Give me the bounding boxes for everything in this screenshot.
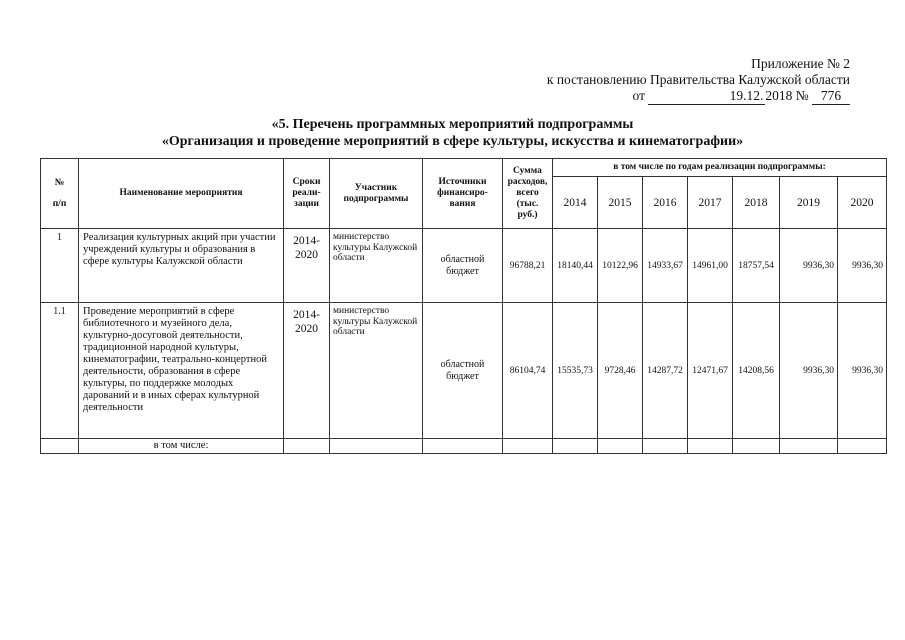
empty-cell [284, 439, 330, 454]
title-line-1: «5. Перечень программных мероприятий подпрограммы [271, 117, 634, 132]
header-period: Сроки реали- зации [284, 159, 330, 229]
title-line-2: «Организация и проведение мероприятий в сфере культуры, искусства и кинематографии» [161, 134, 744, 149]
table-row-including [41, 439, 887, 454]
row-name: Проведение мероприятий в сфере библиотечного и музейного дела, культурно-досуговой деятельности, традиционной народной культуры, кинематографии, театрально-концертной деятельности, образования в сфере культуры, по поддержке молодых дарований и в иных сферах культурной деятельности [79, 303, 284, 439]
row-participant: министерство культуры Калужской области [330, 303, 423, 439]
row-value: 18140,44 [553, 229, 598, 303]
year-header: 2020 [838, 177, 887, 229]
row-value: 9728,46 [598, 303, 643, 439]
decree-year: 2018 [765, 88, 793, 103]
empty-cell [838, 439, 887, 454]
empty-cell [503, 439, 553, 454]
year-header: 2014 [553, 177, 598, 229]
number-sign: № [795, 88, 809, 103]
empty-cell [423, 439, 503, 454]
row-value: 14208,56 [733, 303, 780, 439]
row-total: 96788,21 [503, 229, 553, 303]
row-value: 9936,30 [780, 303, 838, 439]
appendix-decree: к постановлению Правительства Калужской области [546, 72, 850, 87]
header-name: Наименование мероприятия [79, 159, 284, 229]
header-participant: Участник подпрограммы [330, 159, 423, 229]
row-num: 1 [41, 229, 79, 303]
row-value: 10122,96 [598, 229, 643, 303]
appendix-title: Приложение № 2 [751, 56, 850, 71]
row-num: 1.1 [41, 303, 79, 439]
row-name: Реализация культурных акций при участии учреждений культуры и образования в сфере культуры Калужской области [79, 229, 284, 303]
header-num: № п/п [41, 159, 79, 229]
year-header: 2016 [643, 177, 688, 229]
row-value: 14287,72 [643, 303, 688, 439]
appendix-header [547, 56, 850, 105]
empty-cell [553, 439, 598, 454]
year-header: 2019 [780, 177, 838, 229]
empty-cell [598, 439, 643, 454]
row-value: 15535,73 [553, 303, 598, 439]
row-total: 86104,74 [503, 303, 553, 439]
row-value: 9936,30 [838, 303, 887, 439]
empty-cell [688, 439, 733, 454]
empty-cell [733, 439, 780, 454]
header-source: Источники финансиро- вания [423, 159, 503, 229]
including-label: в том числе: [79, 439, 284, 454]
row-value: 14961,00 [688, 229, 733, 303]
header-by-years: в том числе по годам реализации подпрограммы: [553, 159, 887, 177]
row-source: областной бюджет [423, 303, 503, 439]
row-source: областной бюджет [423, 229, 503, 303]
empty-cell [41, 439, 79, 454]
row-period: 2014- 2020 [284, 303, 330, 439]
row-value: 9936,30 [838, 229, 887, 303]
decree-date: 19.12. [648, 88, 765, 105]
row-participant: министерство культуры Калужской области [330, 229, 423, 303]
row-value: 18757,54 [733, 229, 780, 303]
table-row [41, 229, 887, 303]
row-value: 14933,67 [643, 229, 688, 303]
year-header: 2015 [598, 177, 643, 229]
header-row-1 [41, 159, 887, 177]
table-row [41, 303, 887, 439]
row-period: 2014- 2020 [284, 229, 330, 303]
year-header: 2018 [733, 177, 780, 229]
measures-table [40, 158, 887, 454]
document-title [0, 116, 905, 150]
appendix-date-line [547, 88, 850, 105]
empty-cell [330, 439, 423, 454]
header-total: Сумма расходов, всего (тыс. руб.) [503, 159, 553, 229]
decree-number: 776 [812, 88, 850, 105]
row-value: 12471,67 [688, 303, 733, 439]
empty-cell [780, 439, 838, 454]
empty-cell [643, 439, 688, 454]
year-header: 2017 [688, 177, 733, 229]
from-label: от [632, 88, 645, 103]
row-value: 9936,30 [780, 229, 838, 303]
